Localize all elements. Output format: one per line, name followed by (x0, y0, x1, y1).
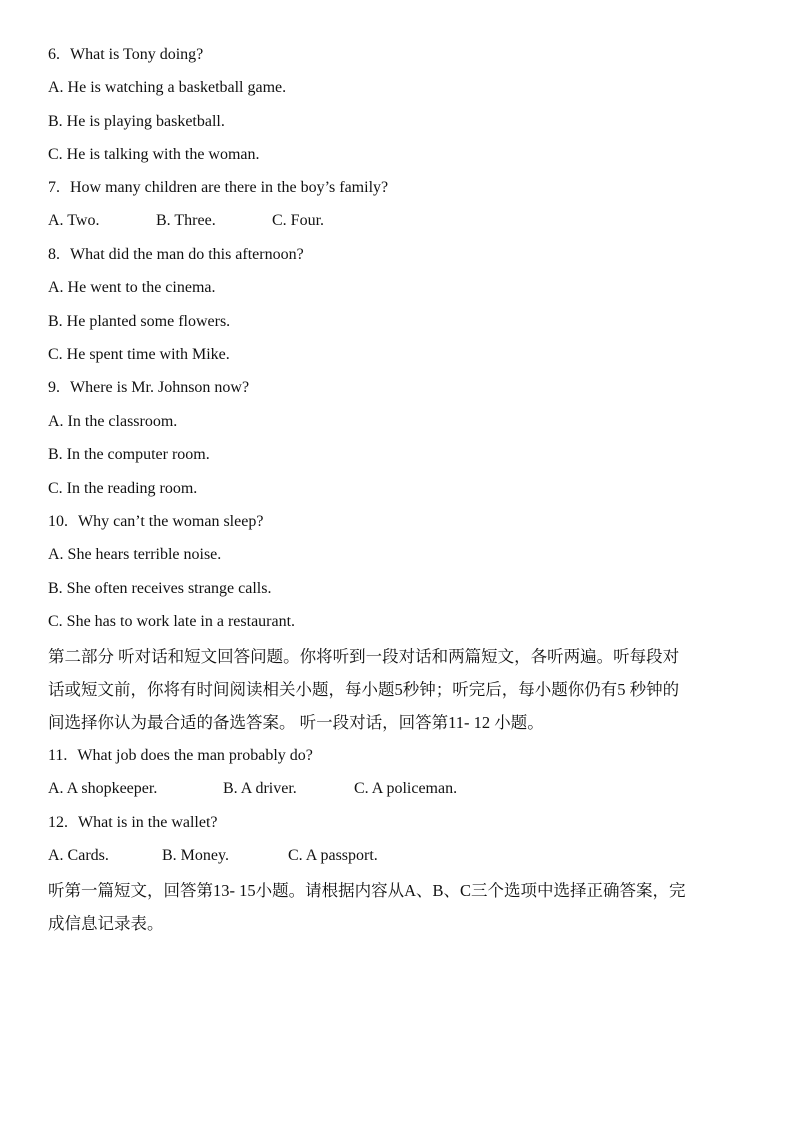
option-b: B. A driver. (223, 780, 297, 797)
question-text: What did the man do this afternoon? (70, 246, 304, 263)
options-row (48, 846, 378, 866)
option-a: A. He is watching a basketball game. (48, 79, 287, 96)
option-a: A. He went to the cinema. (48, 279, 216, 296)
option-c: C. A policeman. (354, 780, 458, 797)
question-number: 12. (48, 814, 68, 831)
question-10 (48, 512, 263, 532)
option-a: A. In the classroom. (48, 413, 178, 430)
question-number: 8. (48, 246, 60, 263)
option-b: B. He is playing basketball. (48, 113, 225, 130)
passage1-instructions-line-1: 听第一篇短文，回答第13- 15小题。请根据内容从A、B、C三个选项中选择正确答案，完 (48, 881, 686, 900)
option-a: A. She hears terrible noise. (48, 546, 222, 563)
question-number: 11. (48, 747, 68, 764)
option-c: C. She has to work late in a restaurant. (48, 613, 296, 630)
option-c: C. A passport. (288, 847, 378, 864)
option-a: A. A shopkeeper. (48, 780, 158, 797)
question-number: 6. (48, 46, 60, 63)
question-8 (48, 245, 304, 265)
question-7 (48, 178, 388, 198)
question-number: 7. (48, 179, 60, 196)
question-number: 9. (48, 379, 60, 396)
part2-instructions-line-1: 第二部分 听对话和短文回答问题。你将听到一段对话和两篇短文，各听两遍。听每段对 (48, 647, 680, 666)
option-c: C. He spent time with Mike. (48, 346, 230, 363)
question-text: What is in the wallet? (78, 814, 218, 831)
question-text: What is Tony doing? (70, 46, 204, 63)
option-b: B. He planted some flowers. (48, 313, 231, 330)
part2-instructions-line-3: 间选择你认为最合适的备选答案。 听一段对话，回答第11- 12 小题。 (48, 713, 544, 732)
option-b: B. Three. (156, 212, 216, 229)
option-c: C. Four. (272, 212, 325, 229)
option-b: B. She often receives strange calls. (48, 580, 272, 597)
question-text: What job does the man probably do? (77, 747, 313, 764)
question-text: How many children are there in the boy’s family? (70, 179, 389, 196)
question-number: 10. (48, 513, 68, 530)
option-b: B. Money. (162, 847, 229, 864)
options-row (48, 779, 457, 799)
question-6 (48, 45, 203, 65)
question-text: Why can’t the woman sleep? (78, 513, 264, 530)
option-a: A. Cards. (48, 847, 109, 864)
passage1-instructions-line-2: 成信息记录表。 (48, 914, 164, 933)
question-11 (48, 746, 313, 766)
options-row (48, 211, 324, 231)
option-b: B. In the computer room. (48, 446, 210, 463)
option-a: A. Two. (48, 212, 100, 229)
question-text: Where is Mr. Johnson now? (70, 379, 250, 396)
option-c: C. In the reading room. (48, 480, 198, 497)
question-12 (48, 813, 218, 833)
option-c: C. He is talking with the woman. (48, 146, 260, 163)
question-9 (48, 378, 249, 398)
part2-instructions-line-2: 话或短文前，你将有时间阅读相关小题，每小题5秒钟；听完后，每小题你仍有5 秒钟的 (48, 680, 680, 699)
